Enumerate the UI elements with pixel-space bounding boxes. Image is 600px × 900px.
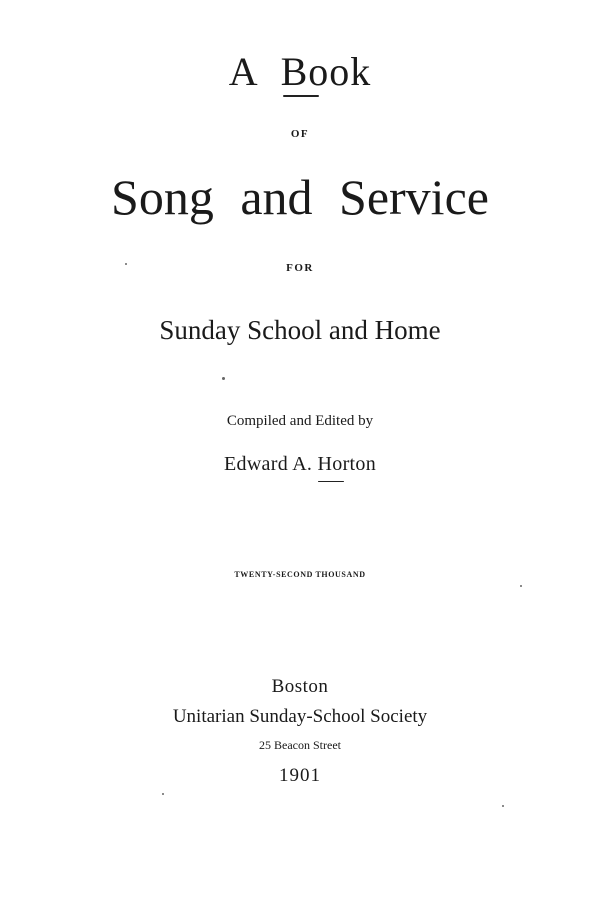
editor-name: Edward A. Horton	[224, 453, 376, 475]
imprint-publisher: Unitarian Sunday-School Society	[172, 706, 428, 727]
print-speck	[125, 263, 127, 265]
pencil-mark	[283, 95, 319, 97]
print-speck	[502, 805, 504, 807]
subtitle: Sunday School and Home	[159, 315, 441, 345]
edition-statement: TWENTY-SECOND THOUSAND	[234, 570, 366, 579]
print-speck	[222, 377, 225, 380]
compiled-by-line: Compiled and Edited by	[226, 413, 374, 429]
print-speck	[520, 585, 522, 587]
title-of: OF	[290, 128, 310, 140]
print-speck	[162, 793, 164, 795]
imprint-address: 25 Beacon Street	[259, 738, 341, 752]
title-main: Song and Service	[111, 169, 489, 225]
pencil-mark	[318, 481, 344, 482]
imprint-year: 1901	[279, 765, 321, 786]
imprint-city: Boston	[271, 676, 329, 697]
title-line-a-book	[0, 49, 600, 94]
title-word-book: Book	[280, 49, 372, 94]
title-for: FOR	[286, 262, 314, 274]
title-word-a: A	[228, 49, 259, 94]
